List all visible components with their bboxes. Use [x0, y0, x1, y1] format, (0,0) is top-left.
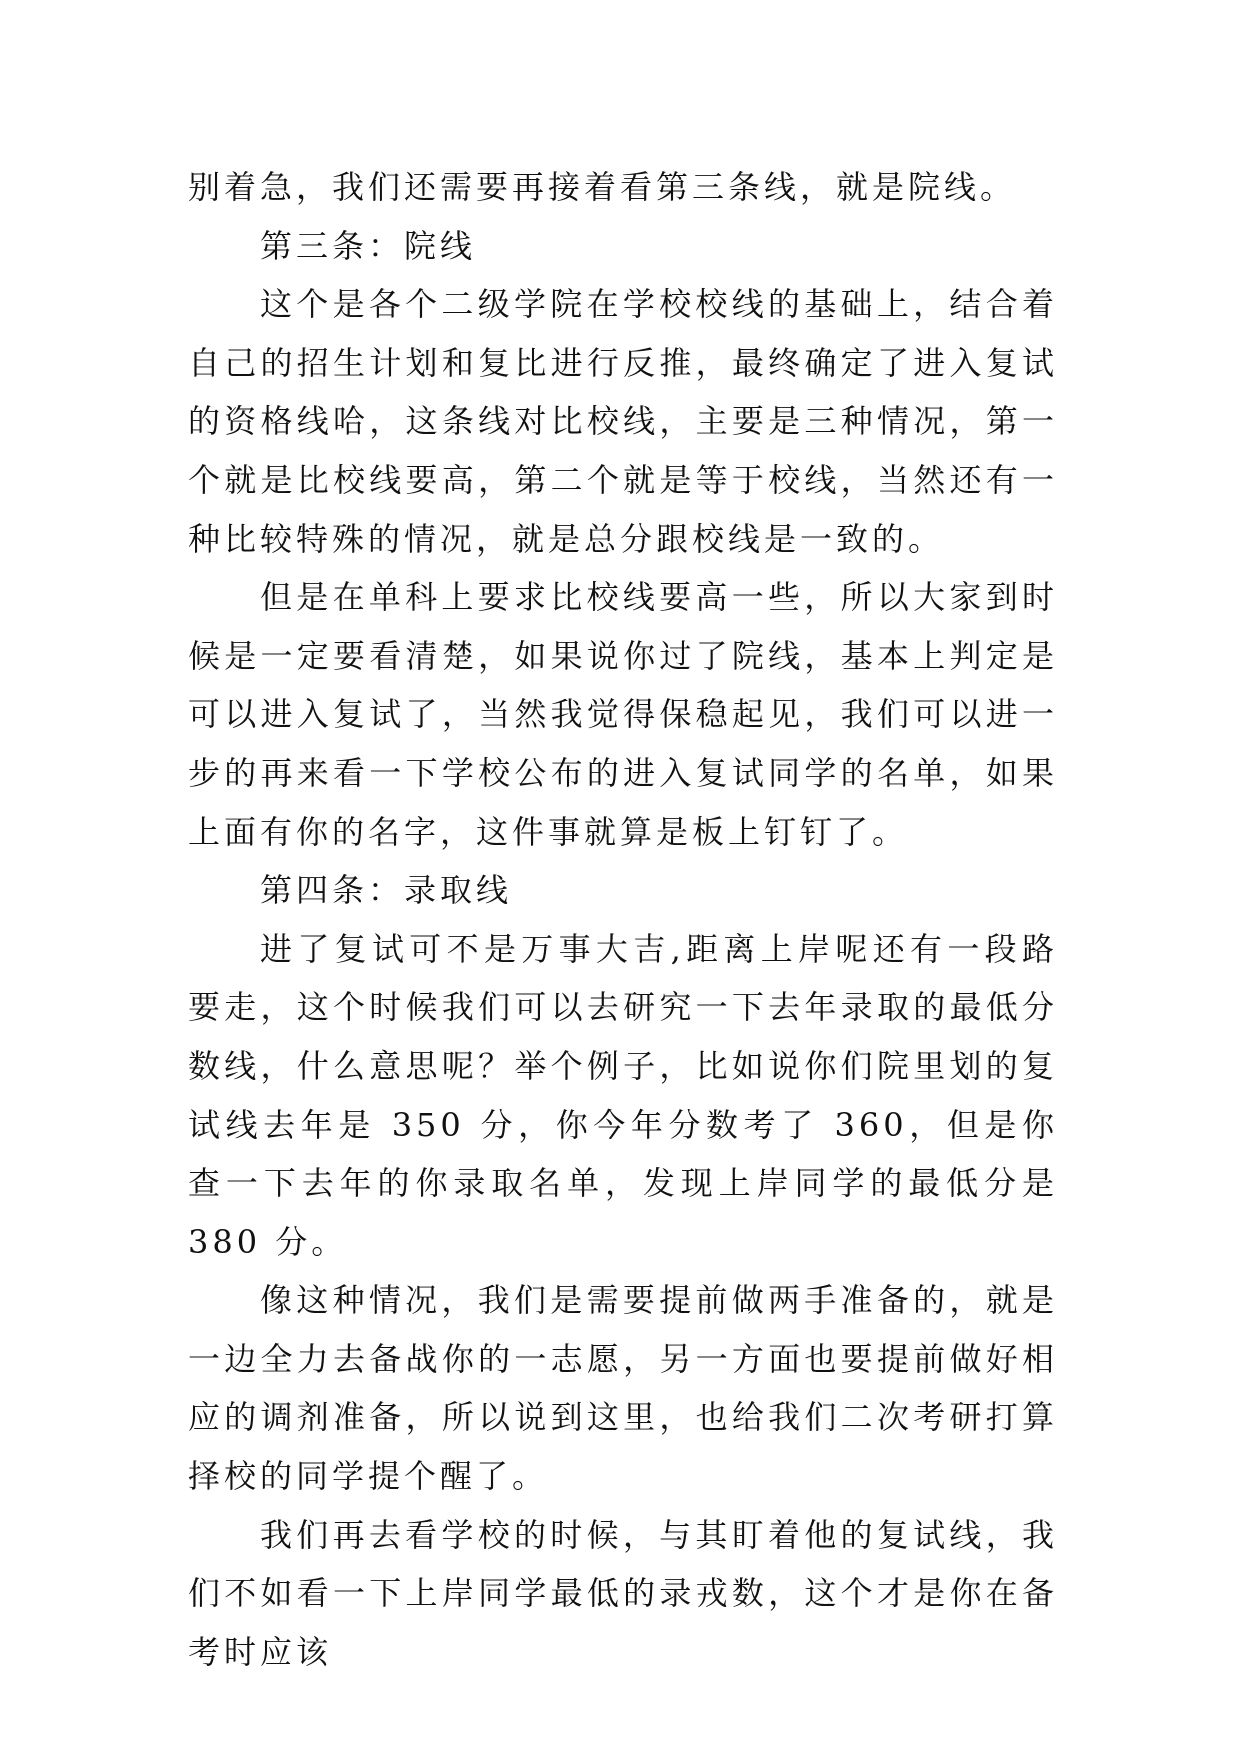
- paragraph-college-line-description: 这个是各个二级学院在学校校线的基础上，结合着自己的招生计划和复比进行反推，最终确定了进入复试的资格线哈，这条线对比校线，主要是三种情况，第一个就是比校线要高，第二个就是等于校线，当然还有一种比较特殊的情况，就是总分跟校线是一致的。: [188, 285, 1058, 558]
- paragraph-single-subject-requirement: 但是在单科上要求比校线要高一些，所以大家到时候是一定要看清楚，如果说你过了院线，基本上判定是可以进入复试了，当然我觉得保稳起见，我们可以进一步的再来看一下学校公布的进入复试同学的名单，如果上面有你的名字，这件事就算是板上钉钉了。: [188, 578, 1058, 851]
- section-heading-fourth-line: 第四条：录取线: [260, 871, 513, 910]
- paragraph-intro: 别着急，我们还需要再接着看第三条线，就是院线。: [188, 168, 1017, 206]
- section-heading-third-line: 第三条：院线: [260, 226, 477, 265]
- paragraph-dual-preparation: 像这种情况，我们是需要提前做两手准备的，就是一边全力去备战你的一志愿，另一方面也要提前做好相应的调剂准备，所以说到这里，也给我们二次考研打算择校的同学提个醒了。: [188, 1281, 1058, 1496]
- document-body: [188, 158, 1058, 1681]
- paragraph-school-selection-advice: 我们再去看学校的时候，与其盯着他的复试线，我们不如看一下上岸同学最低的录戎数，这个才是你在备考时应该: [188, 1515, 1058, 1671]
- paragraph-admission-line-example: 进了复试可不是万事大吉,距离上岸呢还有一段路要走，这个时候我们可以去研究一下去年录取的最低分数线，什么意思呢？举个例子，比如说你们院里划的复试线去年是 350 分，你今年分数考了 360，但是你查一下去年的你录取名单，发现上岸同学的最低分是 380 分。: [188, 929, 1058, 1261]
